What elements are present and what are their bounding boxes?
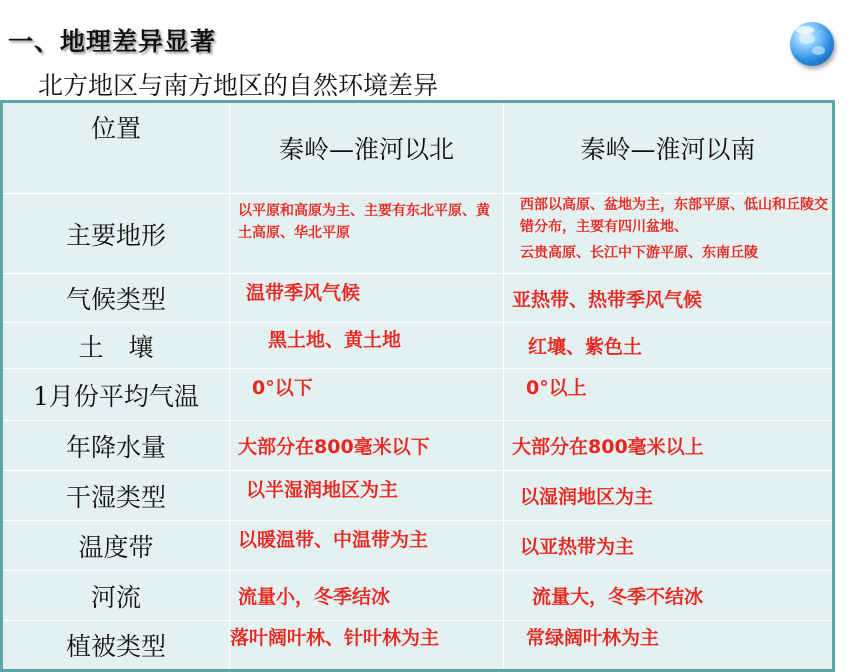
north-cell: 0°以下 [230, 369, 504, 421]
south-cell: 大部分在800毫米以上 [504, 421, 834, 471]
table-title: 北方地区与南方地区的自然环境差异 [38, 71, 439, 100]
header-south: 秦岭—淮河以南 [504, 102, 834, 194]
section-heading: 一、地理差异显著 [8, 27, 217, 56]
row-label: 主要地形 [2, 194, 230, 274]
table-row [2, 621, 834, 671]
south-cell: 以亚热带为主 [504, 521, 834, 571]
south-cell: 0°以上 [504, 369, 834, 421]
north-cell: 大部分在800毫米以下 [230, 421, 504, 471]
row-label: 植被类型 [2, 621, 230, 671]
row-label: 河流 [2, 571, 230, 621]
table-row [2, 571, 834, 621]
globe-icon [790, 22, 834, 66]
north-cell: 温带季风气候 [230, 274, 504, 323]
table-row [2, 274, 834, 323]
north-cell: 以平原和高原为主、主要有东北平原、黄土高原、华北平原 [230, 194, 504, 274]
row-label: 温度带 [2, 521, 230, 571]
south-cell: 流量大，冬季不结冰 [504, 571, 834, 621]
table-row [2, 521, 834, 571]
south-cell: 以湿润地区为主 [504, 471, 834, 521]
row-label: 土 壤 [2, 323, 230, 369]
south-cell: 亚热带、热带季风气候 [504, 274, 834, 323]
row-label: 年降水量 [2, 421, 230, 471]
south-cell: 红壤、紫色土 [504, 323, 834, 369]
table-row [2, 323, 834, 369]
row-label: 气候类型 [2, 274, 230, 323]
table-row [2, 421, 834, 471]
north-cell: 流量小，冬季结冰 [230, 571, 504, 621]
north-cell: 落叶阔叶林、针叶林为主 [230, 621, 504, 671]
row-label: 1月份平均气温 [2, 369, 230, 421]
table-row [2, 471, 834, 521]
north-cell: 以半湿润地区为主 [230, 471, 504, 521]
north-cell: 黑土地、黄土地 [230, 323, 504, 369]
table-header-row [2, 102, 834, 194]
row-label: 干湿类型 [2, 471, 230, 521]
comparison-table [0, 100, 835, 672]
table-row [2, 369, 834, 421]
south-cell: 常绿阔叶林为主 [504, 621, 834, 671]
south-cell: 西部以高原、盆地为主，东部平原、低山和丘陵交错分布，主要有四川盆地、 云贵高原、长江中下游平原、东南丘陵 [504, 194, 834, 274]
header-position: 位置 [2, 102, 230, 194]
north-cell: 以暖温带、中温带为主 [230, 521, 504, 571]
table-row [2, 194, 834, 274]
header-north: 秦岭—淮河以北 [230, 102, 504, 194]
